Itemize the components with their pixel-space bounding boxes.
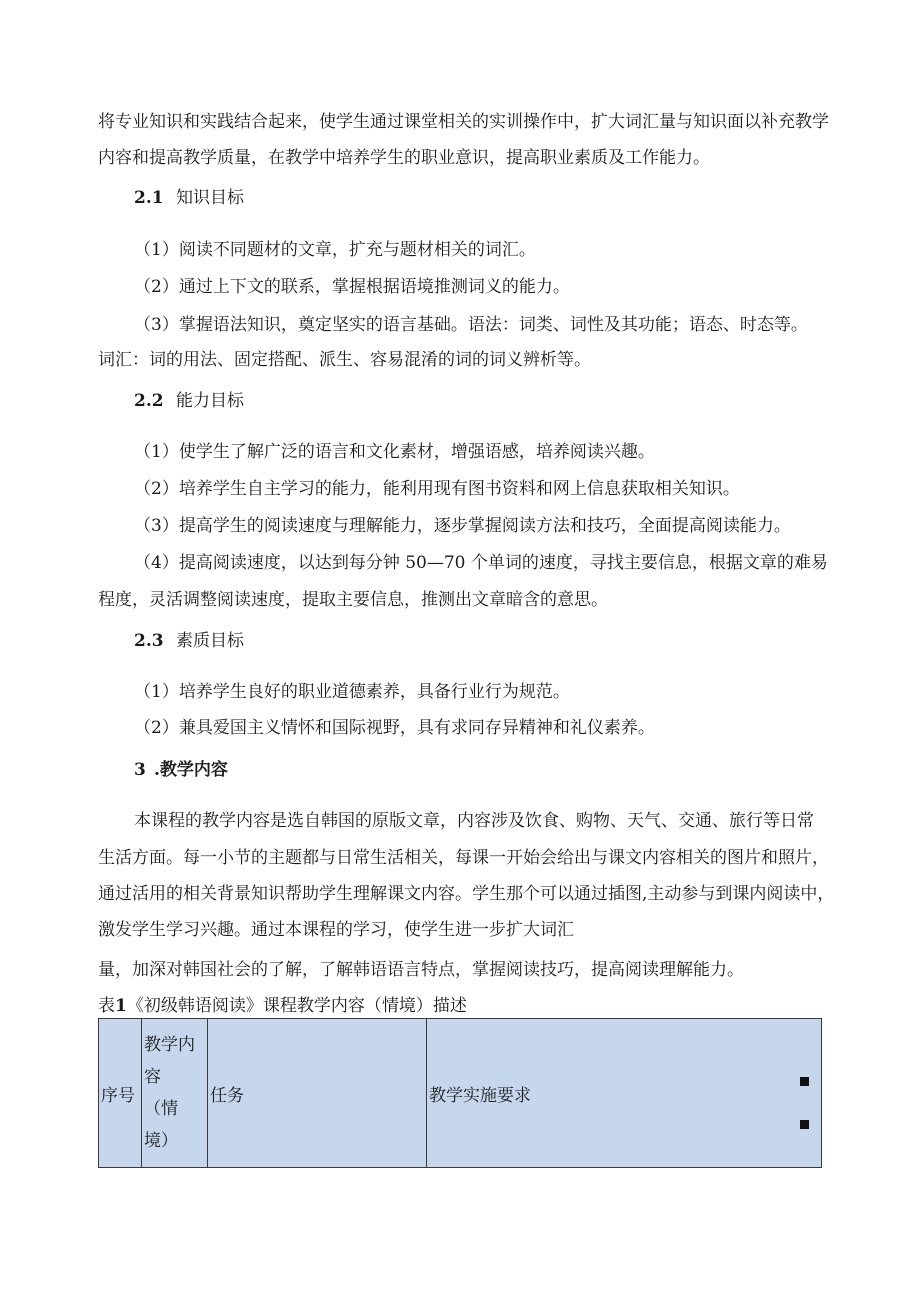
header-cell-content-line: （情 [144, 1099, 178, 1119]
header-cell-content-line: 教学内 [144, 1035, 195, 1055]
list-item: （2）兼具爱国主义情怀和国际视野，具有求同存异精神和礼仪素养。 [134, 718, 655, 738]
body-text-line: 将专业知识和实践结合起来，使学生通过课堂相关的实训操作中，扩大词汇量与知识面以补充教学 [98, 112, 829, 132]
section-heading-3 [134, 762, 228, 779]
section-title: .教学内容 [154, 760, 228, 780]
caption-text: 《初级韩语阅读》课程教学内容（情境）描述 [126, 996, 467, 1016]
section-number: 3 [134, 760, 146, 780]
body-text-line: 通过活用的相关背景知识帮助学生理解课文内容。学生那个可以通过插图,主动参与到课内阅读中， [98, 884, 835, 904]
header-cell-task: 任务 [208, 1019, 427, 1168]
body-text-line: 内容和提高教学质量，在教学中培养学生的职业意识，提高职业素质及工作能力。 [98, 148, 710, 168]
list-item: （1）培养学生良好的职业道德素养，具备行业行为规范。 [134, 682, 570, 702]
caption-number: 1 [115, 996, 127, 1016]
header-cell-requirements-label: 教学实施要求 [429, 1085, 531, 1106]
list-item: （4）提高阅读速度，以达到每分钟 50—70 个单词的速度，寻找主要信息，根据文章的难易 [134, 553, 828, 573]
section-heading-2-2 [134, 393, 244, 410]
body-text-line: 本课程的教学内容是选自韩国的原版文章，内容涉及饮食、购物、天气、交通、旅行等日常 [134, 811, 814, 831]
list-item-continuation: 词汇：词的用法、固定搭配、派生、容易混淆的词的词义辨析等。 [98, 350, 591, 370]
list-item-continuation: 程度，灵活调整阅读速度，提取主要信息，推测出文章暗含的意思。 [98, 590, 608, 610]
list-item: （2）培养学生自主学习的能力，能利用现有图书资料和网上信息获取相关知识。 [134, 479, 740, 499]
section-number: 2.2 [134, 391, 164, 411]
section-heading-2-1 [134, 190, 244, 207]
square-bullet-icon [800, 1120, 809, 1129]
list-item: （1）使学生了解广泛的语言和文化素材，增强语感，培养阅读兴趣。 [134, 442, 655, 462]
section-title: 能力目标 [176, 391, 244, 411]
list-item: （1）阅读不同题材的文章，扩充与题材相关的词汇。 [134, 240, 536, 260]
header-cell-number: 序号 [99, 1019, 142, 1168]
square-bullet-icon [800, 1077, 809, 1086]
header-cell-requirements [427, 1019, 822, 1168]
section-number: 2.3 [134, 631, 164, 651]
caption-prefix: 表 [98, 996, 115, 1016]
table-header-row [99, 1019, 822, 1168]
content-table [98, 1018, 822, 1168]
section-title: 素质目标 [176, 631, 244, 651]
header-cell-content-line: 境） [144, 1131, 178, 1151]
section-heading-2-3 [134, 633, 244, 650]
header-cell-content-line: 容 [144, 1067, 161, 1087]
list-item: （2）通过上下文的联系，掌握根据语境推测词义的能力。 [134, 277, 570, 297]
list-item: （3）提高学生的阅读速度与理解能力，逐步掌握阅读方法和技巧，全面提高阅读能力。 [134, 516, 791, 536]
header-cell-content [142, 1019, 208, 1168]
table-caption [98, 998, 467, 1015]
body-text-line: 量，加深对韩国社会的了解，了解韩语语言特点，掌握阅读技巧，提高阅读理解能力。 [98, 960, 744, 980]
section-title: 知识目标 [176, 188, 244, 208]
list-item: （3）掌握语法知识，奠定坚实的语言基础。语法：词类、词性及其功能；语态、时态等。 [134, 315, 808, 335]
section-number: 2.1 [134, 188, 164, 208]
body-text-line: 生活方面。每一小节的主题都与日常生活相关，每课一开始会给出与课文内容相关的图片和照片， [98, 848, 829, 868]
body-text-line: 激发学生学习兴趣。通过本课程的学习，使学生进一步扩大词汇 [98, 920, 574, 940]
